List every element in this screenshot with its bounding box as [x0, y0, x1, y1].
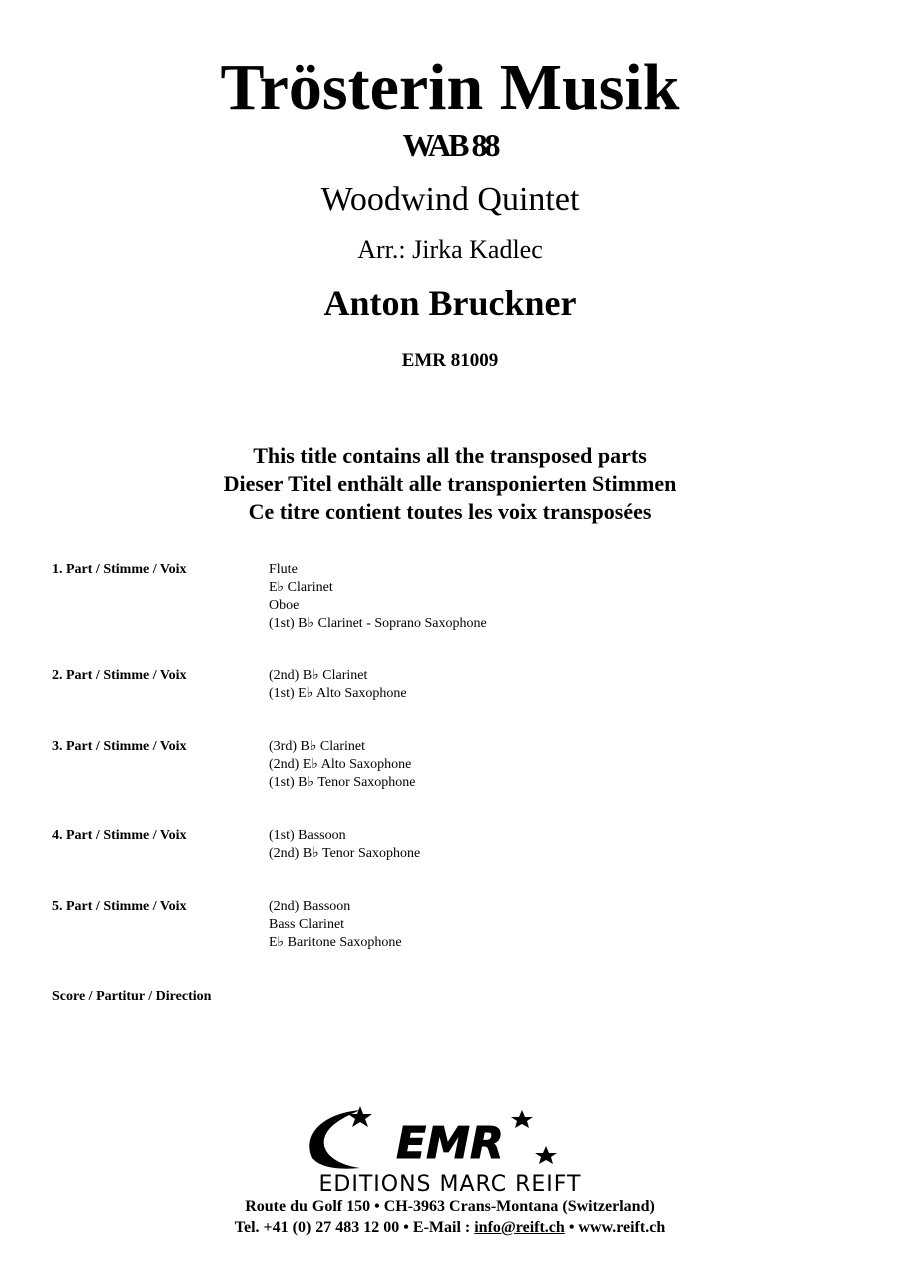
part-5-instruments: [269, 898, 402, 952]
contact-email-link[interactable]: info@reift.ch: [474, 1219, 565, 1236]
list-item: E♭ Baritone Saxophone: [269, 935, 402, 950]
catalogue-number: WAB 88: [402, 127, 498, 163]
list-item: (1st) B♭ Tenor Saxophone: [269, 775, 416, 790]
part-1-label: 1. Part / Stimme / Voix: [52, 562, 187, 577]
part-3-instruments: [269, 738, 416, 792]
list-item: (1st) B♭ Clarinet - Soprano Saxophone: [269, 616, 487, 631]
page-title: Trösterin Musik: [220, 51, 680, 124]
arranger: Arr.: Jirka Kadlec: [357, 235, 543, 264]
logo-text: EMR: [396, 1118, 504, 1169]
notice-english: This title contains all the transposed parts: [253, 443, 647, 468]
contact-tel: Tel. +41 (0) 27 483 12 00 • E-Mail :: [234, 1219, 475, 1236]
list-item: Bass Clarinet: [269, 917, 345, 932]
list-item: (1st) Bassoon: [269, 828, 346, 843]
emr-logo: [300, 1106, 600, 1176]
composer: Anton Bruckner: [323, 283, 577, 323]
part-2-instruments: [269, 667, 407, 703]
logo-star-small: [535, 1146, 557, 1164]
part-3-label: 3. Part / Stimme / Voix: [52, 739, 187, 754]
part-5-label: 5. Part / Stimme / Voix: [52, 899, 187, 914]
list-item: (2nd) E♭ Alto Saxophone: [269, 757, 412, 772]
list-item: E♭ Clarinet: [269, 580, 333, 595]
logo-star-right: [511, 1110, 533, 1128]
publisher-address: Route du Golf 150 • CH-3963 Crans-Montana (Switzerland): [245, 1198, 655, 1215]
part-1-instruments: [269, 561, 487, 633]
list-item: (2nd) B♭ Tenor Saxophone: [269, 846, 421, 861]
list-item: (2nd) B♭ Clarinet: [269, 668, 368, 683]
part-2-label: 2. Part / Stimme / Voix: [52, 668, 187, 683]
notice-german: Dieser Titel enthält alle transponierten Stimmen: [223, 471, 677, 496]
contact-web: • www.reift.ch: [564, 1219, 666, 1236]
publisher-name: EDITIONS MARC REIFT: [318, 1172, 582, 1197]
ensemble: Woodwind Quintet: [320, 181, 580, 218]
transposed-parts-notice: [0, 442, 900, 526]
list-item: Oboe: [269, 598, 300, 613]
part-4-label: 4. Part / Stimme / Voix: [52, 828, 187, 843]
list-item: (3rd) B♭ Clarinet: [269, 739, 366, 754]
edition-number: EMR 81009: [401, 350, 499, 371]
notice-french: Ce titre contient toutes les voix transposées: [248, 499, 652, 524]
logo-star-left: [348, 1106, 372, 1127]
part-4-instruments: [269, 827, 420, 863]
list-item: (2nd) Bassoon: [269, 899, 351, 914]
list-item: (1st) E♭ Alto Saxophone: [269, 686, 407, 701]
score-label: Score / Partitur / Direction: [52, 989, 212, 1004]
logo-swoosh: [309, 1110, 360, 1169]
list-item: Flute: [269, 562, 298, 577]
publisher-contact: [0, 1218, 900, 1238]
